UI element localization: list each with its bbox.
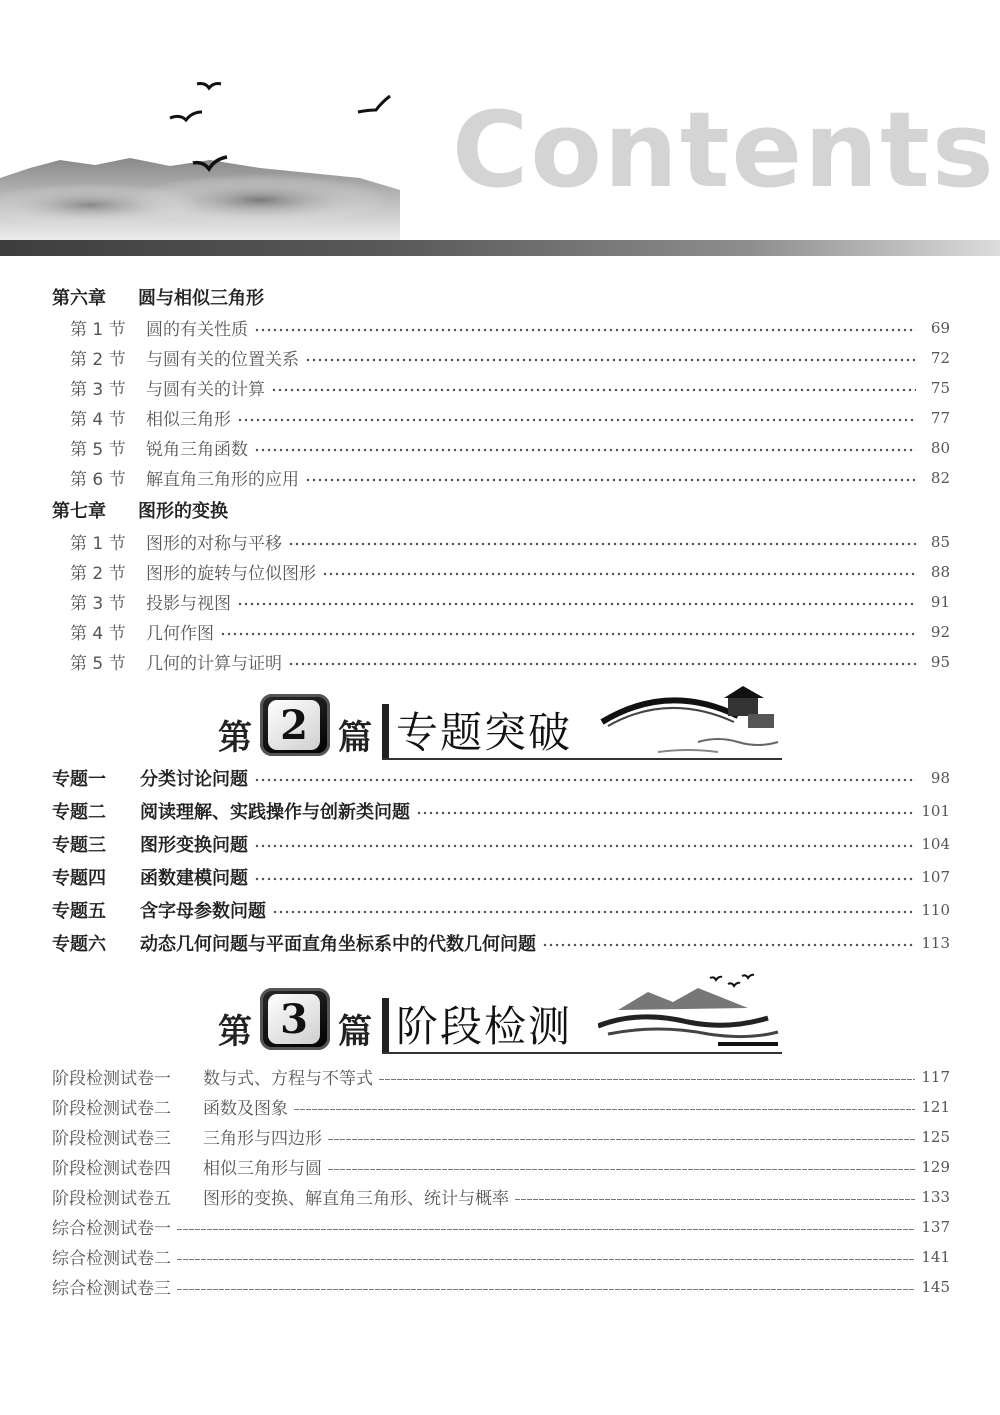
- toc-entry[interactable]: [52, 1094, 950, 1119]
- dot-leader: [254, 328, 916, 332]
- dot-leader: [305, 478, 916, 482]
- test-number: 阶段检测试卷三: [52, 1129, 171, 1149]
- dot-leader: [305, 358, 916, 362]
- test-title: 函数及图象: [203, 1099, 288, 1119]
- page-number: 95: [930, 652, 950, 671]
- page-number: 98: [930, 769, 950, 787]
- part-number-badge: [260, 694, 330, 756]
- section-title: 投影与视图: [146, 594, 231, 614]
- page-number: 113: [921, 934, 950, 952]
- page-number: 92: [930, 622, 950, 641]
- page-number: 80: [930, 438, 950, 457]
- section-title: 图形的旋转与位似图形: [146, 564, 316, 584]
- part-title: 阶段检测: [396, 1002, 573, 1051]
- toc-entry[interactable]: [52, 930, 950, 956]
- contents-title: Contents: [452, 89, 996, 211]
- part-suffix: 篇: [338, 718, 372, 758]
- topic-number: 专题四: [52, 868, 106, 889]
- part-number-badge: [260, 988, 330, 1050]
- test-title: 相似三角形与圆: [203, 1159, 322, 1179]
- page-number: 101: [921, 802, 950, 820]
- dot-leader: [542, 943, 915, 947]
- header: [0, 0, 1000, 258]
- dot-leader: [254, 448, 916, 452]
- page-number: 77: [930, 408, 950, 427]
- dash-leader: [294, 1109, 915, 1110]
- toc-entry[interactable]: [70, 529, 950, 554]
- topic-title: 分类讨论问题: [140, 769, 248, 790]
- section-title: 解直角三角形的应用: [146, 470, 299, 490]
- part-suffix: 篇: [338, 1012, 372, 1052]
- dot-leader: [322, 572, 916, 576]
- toc-entry[interactable]: [70, 315, 950, 340]
- section-title: 圆的有关性质: [146, 320, 248, 340]
- dot-leader: [237, 602, 916, 606]
- section-title: 几何的计算与证明: [146, 654, 282, 674]
- chapter-title: 图形的变换: [138, 501, 228, 522]
- topic-title: 函数建模问题: [140, 868, 248, 889]
- toc-entry[interactable]: [70, 559, 950, 584]
- page-number: 121: [921, 1097, 950, 1116]
- topic-number: 专题五: [52, 901, 106, 922]
- section-number: 第 3 节: [70, 594, 126, 614]
- test-number: 综合检测试卷二: [52, 1249, 171, 1269]
- section-number: 第 2 节: [70, 564, 126, 584]
- chapter-heading[interactable]: [52, 497, 228, 523]
- toc-entry[interactable]: [52, 897, 950, 923]
- test-title: 数与式、方程与不等式: [203, 1069, 373, 1089]
- section-number: 第 6 节: [70, 470, 126, 490]
- part3-banner: [218, 988, 783, 1058]
- page-number: 125: [921, 1127, 950, 1146]
- chapter-number: 第六章: [52, 288, 106, 309]
- part-prefix: 第: [218, 1012, 252, 1052]
- toc-entry[interactable]: [70, 589, 950, 614]
- test-title: 三角形与四边形: [203, 1129, 322, 1149]
- banner-divider: [382, 998, 389, 1054]
- dash-leader: [177, 1259, 915, 1260]
- part-title: 专题突破: [396, 708, 573, 757]
- section-title: 图形的对称与平移: [146, 534, 282, 554]
- dash-leader: [177, 1229, 915, 1230]
- part-prefix: 第: [218, 718, 252, 758]
- toc-entry[interactable]: [70, 619, 950, 644]
- banner-divider: [382, 704, 389, 760]
- dash-leader: [379, 1079, 915, 1080]
- dot-leader: [288, 662, 916, 666]
- toc-entry[interactable]: [52, 1154, 950, 1179]
- section-number: 第 1 节: [70, 534, 126, 554]
- test-title: 图形的变换、解直角三角形、统计与概率: [203, 1189, 509, 1209]
- topic-number: 专题一: [52, 769, 106, 790]
- toc-entry[interactable]: [52, 1214, 950, 1239]
- section-title: 与圆有关的位置关系: [146, 350, 299, 370]
- dash-leader: [328, 1169, 915, 1170]
- topic-number: 专题三: [52, 835, 106, 856]
- toc-entry[interactable]: [70, 375, 950, 400]
- section-title: 锐角三角函数: [146, 440, 248, 460]
- section-title: 几何作图: [146, 624, 214, 644]
- page-number: 85: [930, 532, 950, 551]
- dash-leader: [328, 1139, 915, 1140]
- page-number: 145: [921, 1277, 950, 1296]
- toc-entry[interactable]: [52, 1274, 950, 1299]
- toc-entry[interactable]: [52, 831, 950, 857]
- page-number: 88: [930, 562, 950, 581]
- chapter-number: 第七章: [52, 501, 106, 522]
- test-number: 综合检测试卷一: [52, 1219, 171, 1239]
- chapter-heading[interactable]: [52, 284, 264, 310]
- test-number: 阶段检测试卷二: [52, 1099, 171, 1119]
- dot-leader: [272, 910, 915, 914]
- topic-title: 含字母参数问题: [140, 901, 266, 922]
- dash-leader: [177, 1289, 915, 1290]
- section-number: 第 2 节: [70, 350, 126, 370]
- dot-leader: [271, 388, 916, 392]
- bridge-illustration: [598, 686, 783, 766]
- header-bar: [0, 240, 1000, 256]
- section-number: 第 1 节: [70, 320, 126, 340]
- toc-entry[interactable]: [52, 1124, 950, 1149]
- section-number: 第 5 节: [70, 440, 126, 460]
- toc-entry[interactable]: [70, 465, 950, 490]
- test-number: 阶段检测试卷一: [52, 1069, 171, 1089]
- dot-leader: [254, 844, 915, 848]
- section-title: 与圆有关的计算: [146, 380, 265, 400]
- banner-underline: [382, 1052, 782, 1054]
- toc-entry[interactable]: [52, 798, 950, 824]
- topic-number: 专题二: [52, 802, 106, 823]
- dot-leader: [416, 811, 915, 815]
- part2-banner: [218, 694, 783, 764]
- toc-entry[interactable]: [52, 1064, 950, 1089]
- toc-entry[interactable]: [52, 765, 950, 791]
- chapter-title: 圆与相似三角形: [138, 288, 264, 309]
- page-number: 75: [930, 378, 950, 397]
- dot-leader: [254, 877, 915, 881]
- section-number: 第 5 节: [70, 654, 126, 674]
- page-number: 137: [921, 1217, 950, 1236]
- toc-entry[interactable]: [70, 649, 950, 674]
- toc-entry[interactable]: [70, 435, 950, 460]
- dot-leader: [254, 778, 916, 782]
- page-number: 110: [921, 901, 950, 919]
- page-number: 107: [921, 868, 950, 886]
- toc-entry[interactable]: [52, 1184, 950, 1209]
- page-number: 104: [921, 835, 950, 853]
- section-number: 第 3 节: [70, 380, 126, 400]
- page-number: 129: [921, 1157, 950, 1176]
- topic-number: 专题六: [52, 934, 106, 955]
- dot-leader: [237, 418, 916, 422]
- dot-leader: [288, 542, 916, 546]
- part-number: 3: [268, 994, 320, 1044]
- section-title: 相似三角形: [146, 410, 231, 430]
- test-number: 阶段检测试卷五: [52, 1189, 171, 1209]
- dash-leader: [515, 1199, 915, 1200]
- page-number: 91: [930, 592, 950, 611]
- dot-leader: [220, 632, 916, 636]
- part-number: 2: [268, 700, 320, 750]
- page-number: 72: [930, 348, 950, 367]
- toc-entry[interactable]: [52, 864, 950, 890]
- toc-entry[interactable]: [70, 405, 950, 430]
- toc-entry[interactable]: [52, 1244, 950, 1269]
- ink-landscape-illustration: [0, 0, 420, 240]
- test-number: 阶段检测试卷四: [52, 1159, 171, 1179]
- toc-entry[interactable]: [70, 345, 950, 370]
- page-number: 133: [921, 1187, 950, 1206]
- river-landscape-illustration: [598, 970, 783, 1050]
- topic-title: 图形变换问题: [140, 835, 248, 856]
- page-number: 82: [930, 468, 950, 487]
- topic-title: 阅读理解、实践操作与创新类问题: [140, 802, 410, 823]
- page-number: 141: [921, 1247, 950, 1266]
- topic-title: 动态几何问题与平面直角坐标系中的代数几何问题: [140, 934, 536, 955]
- section-number: 第 4 节: [70, 410, 126, 430]
- page-number: 69: [930, 318, 950, 337]
- section-number: 第 4 节: [70, 624, 126, 644]
- test-number: 综合检测试卷三: [52, 1279, 171, 1299]
- page-number: 117: [921, 1067, 950, 1086]
